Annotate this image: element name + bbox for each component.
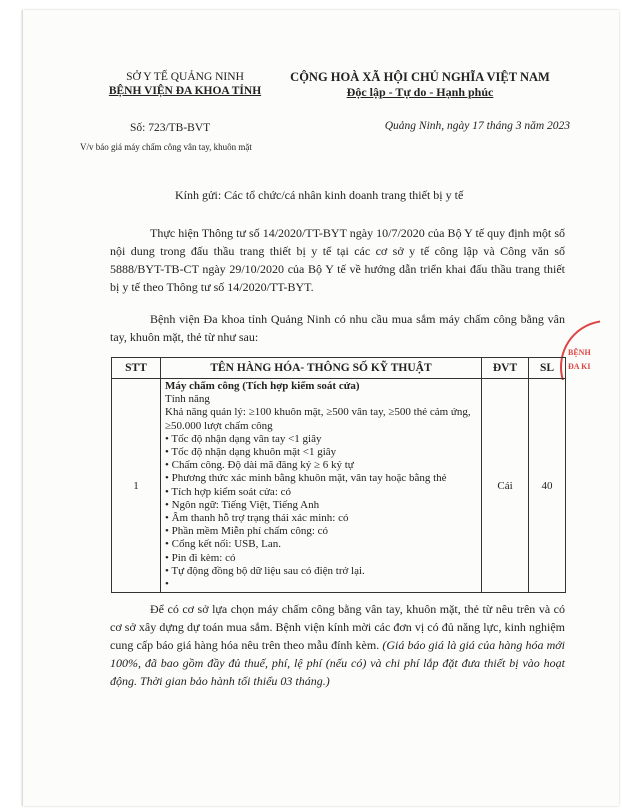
issuer-block xyxy=(90,70,280,98)
header-qty: SL xyxy=(529,358,566,379)
spec-line: Khả năng quản lý: ≥100 khuôn mặt, ≥500 vân tay, ≥500 thẻ cảm ứng, ≥50.000 lượt chấm công xyxy=(165,406,471,432)
national-title: CỘNG HOÀ XÃ HỘI CHỦ NGHĨA VIỆT NAM xyxy=(290,70,550,84)
national-heading xyxy=(290,70,550,100)
spec-line: • Tích hợp kiểm soát cửa: có xyxy=(165,485,292,498)
spec-line: • Tự động đồng bộ dữ liệu sau có điện trở lại. xyxy=(165,564,365,577)
official-stamp xyxy=(560,320,600,380)
paragraph-legal-basis: Thực hiện Thông tư số 14/2020/TT-BYT ngày 10/7/2020 của Bộ Y tế quy định một số nội dung trong đấu thầu trang thiết bị y tế tại các cơ sở y tế công lập và Công văn số 5888/BYT-TB-CT ngày 29/10/2020 của Bộ Y tế về hướng dẫn triển khai đấu thầu trang thiết bị y tế theo Thông tư số 14/2020/TT-BYT. xyxy=(110,226,565,294)
cell-unit: Cái xyxy=(482,379,529,593)
invitation-note: (Giá báo giá là giá của hàng hóa mới 100%, đã bao gồm đầy đủ thuế, phí, lệ phí (nếu có) và chi phí lắp đặt đưa thiết bị vào hoạt động. Thời gian bảo hành tối thiểu 03 tháng.) xyxy=(110,638,565,688)
spec-line: • Phương thức xác minh bằng khuôn mặt, vân tay hoặc bằng thẻ xyxy=(165,472,447,485)
table-row xyxy=(112,379,566,593)
spec-line: • Cổng kết nối: USB, Lan. xyxy=(165,538,281,551)
spec-line: • Tốc độ nhận dạng vân tay <1 giây xyxy=(165,432,322,445)
header-name: TÊN HÀNG HÓA- THÔNG SỐ KỸ THUẬT xyxy=(161,358,482,379)
table-header-row xyxy=(112,358,566,379)
item-title: Máy chấm công (Tích hợp kiểm soát cửa) xyxy=(165,380,360,392)
spec-line: • Tốc độ nhận dạng khuôn mặt <1 giây xyxy=(165,446,337,459)
doc-date: Quảng Ninh, ngày 17 tháng 3 năm 2023 xyxy=(384,120,570,132)
cell-stt: 1 xyxy=(112,379,161,593)
issuer-department: SỞ Y TẾ QUẢNG NINH xyxy=(126,71,244,83)
issuer-hospital: BỆNH VIỆN ĐA KHOA TỈNH xyxy=(108,85,262,97)
spec-line: • Âm thanh hỗ trợ trạng thái xác minh: có xyxy=(165,512,349,525)
spec-line: • xyxy=(165,578,169,591)
header-stt: STT xyxy=(112,358,161,379)
cell-qty: 40 xyxy=(529,379,566,593)
national-motto: Độc lập - Tự do - Hạnh phúc xyxy=(346,85,494,99)
spec-line: • Chấm công. Độ dài mã đăng ký ≥ 6 ký tự xyxy=(165,459,354,472)
invitation-text: Để có cơ sở lựa chọn máy chấm công bằng vân tay, khuôn mặt, thẻ từ nêu trên và có cơ sở xây dựng dự toán mua sắm. Bệnh viện kính mời các đơn vị có đủ năng lực, kinh nghiệm cung cấp báo giá hàng hóa nêu trên theo mẫu đính kèm. xyxy=(110,602,565,652)
stamp-text-2: ĐA KI xyxy=(568,362,591,371)
paragraph-invitation xyxy=(110,600,565,690)
spec-line: Tính năng xyxy=(165,393,210,406)
spec-line: • Ngôn ngữ: Tiếng Việt, Tiếng Anh xyxy=(165,498,320,511)
header-unit: ĐVT xyxy=(482,358,529,379)
doc-number: Số: 723/TB-BVT xyxy=(130,122,211,134)
goods-table xyxy=(111,357,566,593)
recipient-line: Kính gửi: Các tổ chức/cá nhân kinh doanh trang thiết bị y tế xyxy=(175,188,464,202)
stamp-text-1: BỆNH xyxy=(568,348,591,357)
spec-line: • Phần mềm Miễn phí chấm công: có xyxy=(165,525,329,538)
cell-specs xyxy=(161,379,482,593)
doc-subject: V/v báo giá máy chấm công vân tay, khuôn mặt xyxy=(80,142,252,152)
paragraph-need: Bệnh viện Đa khoa tỉnh Quảng Ninh có nhu cầu mua sắm máy chấm công bằng vân tay, khuôn mặt, thẻ từ như sau: xyxy=(110,312,565,344)
spec-line: • Pin đi kèm: có xyxy=(165,551,236,564)
